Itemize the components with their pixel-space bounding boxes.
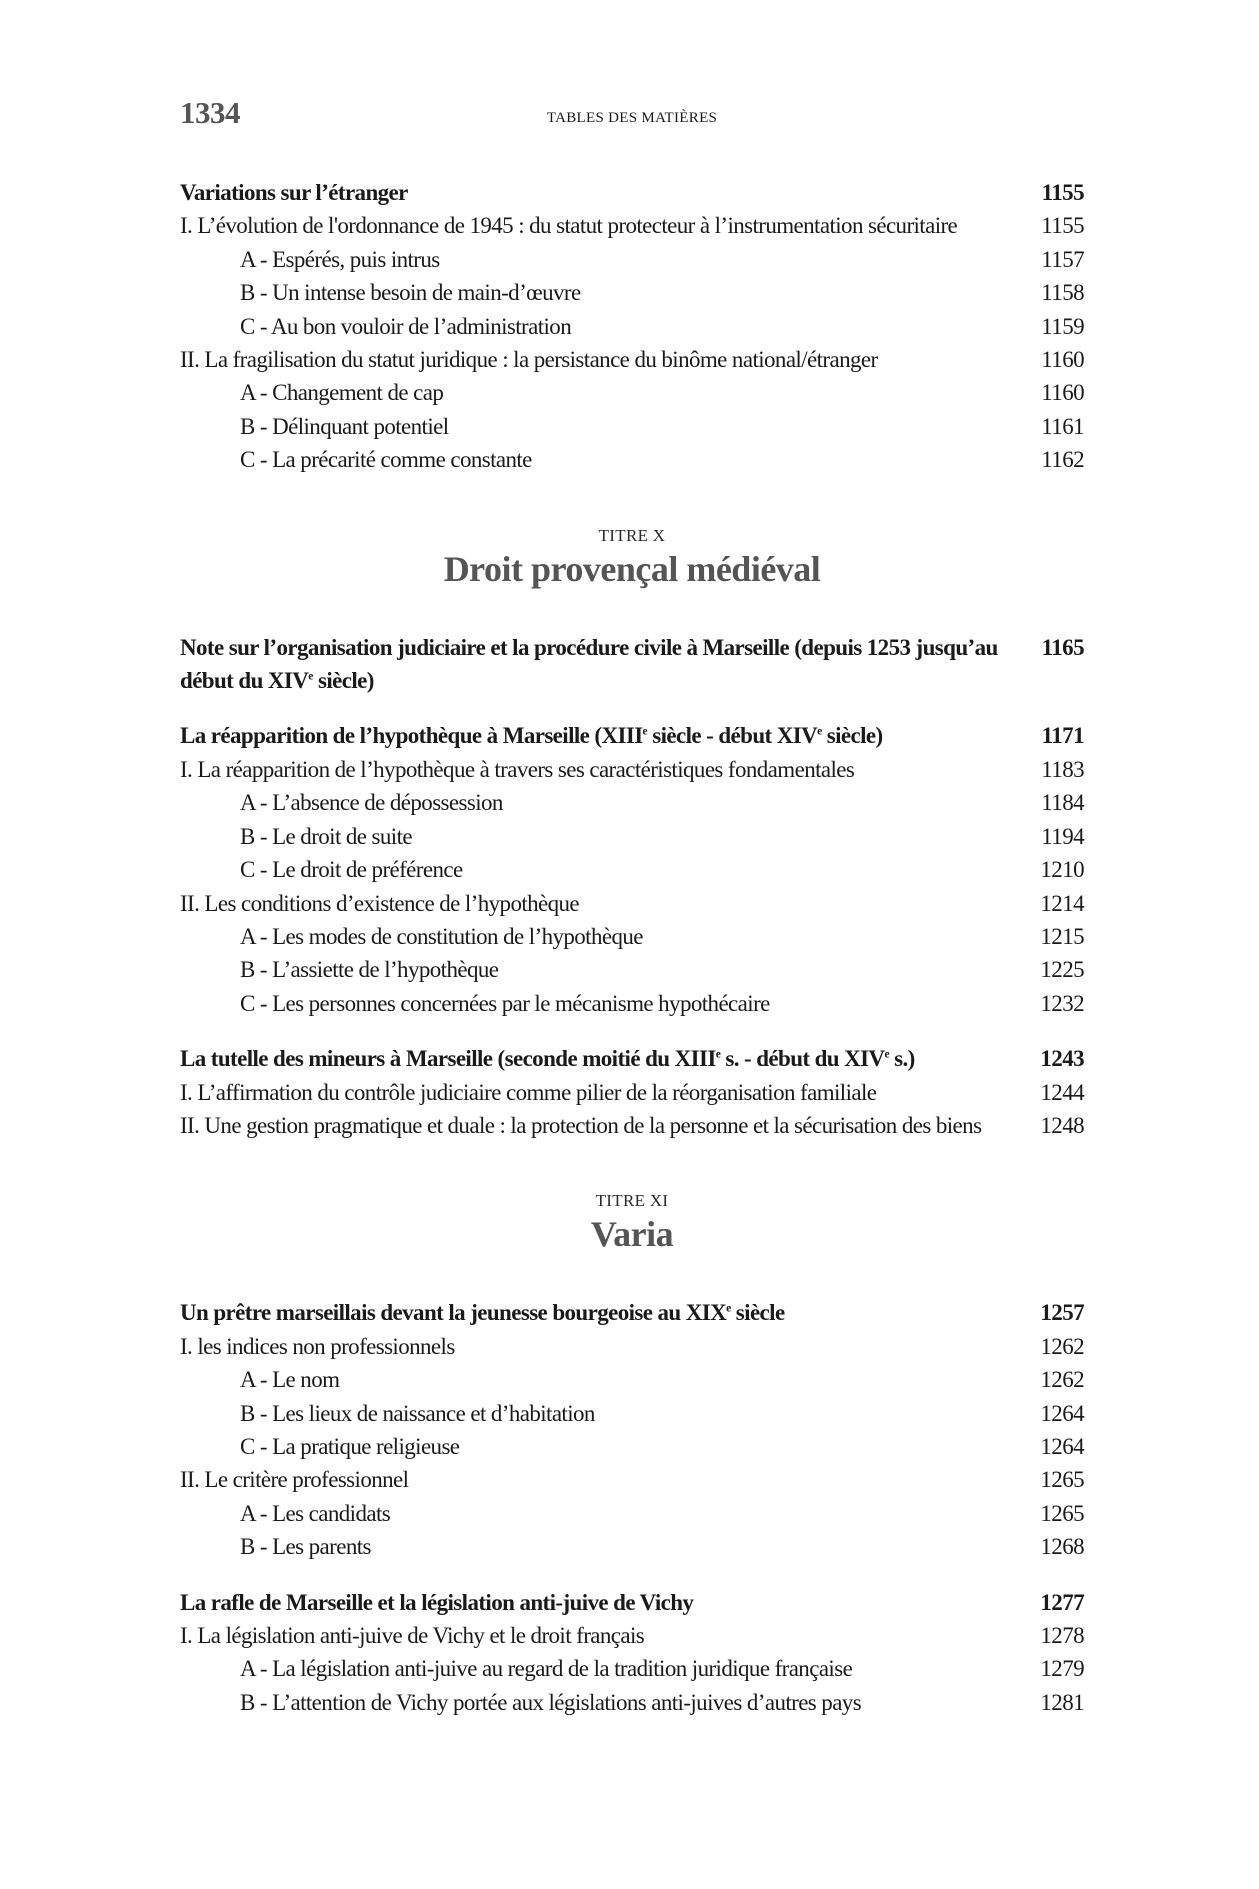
page-header (180, 95, 1084, 135)
running-title: TABLES DES MATIÈRES (546, 110, 718, 126)
toc-page-number: 1262 (1040, 1333, 1084, 1359)
toc-part (180, 343, 1084, 376)
toc-part (180, 1109, 1084, 1142)
toc-entry-title: C - La précarité comme constante (240, 447, 532, 473)
titre-heading (180, 525, 1084, 591)
toc-section (180, 376, 1084, 409)
toc-entry-title: I. les indices non professionnels (180, 1333, 455, 1359)
toc-section (180, 276, 1084, 309)
toc-page-number: 1243 (1040, 1046, 1084, 1072)
toc-page-number: 1232 (1040, 990, 1084, 1016)
toc-page-number: 1225 (1040, 957, 1084, 983)
toc-page-number: 1155 (1041, 213, 1084, 239)
toc-page-number: 1215 (1040, 923, 1084, 949)
toc-page-number: 1210 (1040, 857, 1084, 883)
toc-section (180, 443, 1084, 476)
toc-article (180, 631, 1084, 698)
toc-entry-title: A - L’absence de dépossession (240, 790, 503, 816)
toc-page-number: 1160 (1041, 380, 1084, 406)
toc-section (180, 243, 1084, 276)
toc-entry-title: La réapparition de l’hypothèque à Marseille (XIIIe siècle - début XIVe siècle) (180, 723, 883, 749)
toc-entry-title: B - Les parents (240, 1534, 371, 1560)
toc-article (180, 719, 1084, 752)
toc-section (180, 920, 1084, 953)
toc-entry-title: II. Le critère professionnel (180, 1467, 409, 1493)
toc-page-number: 1183 (1041, 756, 1084, 782)
toc-entry-title: C - La pratique religieuse (240, 1433, 460, 1459)
toc-entry-title: A - Les modes de constitution de l’hypothèque (240, 923, 643, 949)
toc-entry-title: A - Changement de cap (240, 380, 444, 406)
page-number: 1334 (180, 95, 240, 130)
titre-heading (180, 1190, 1084, 1256)
toc-page-number: 1155 (1041, 180, 1084, 205)
toc-page-number: 1158 (1041, 280, 1084, 306)
toc-article (180, 1042, 1084, 1075)
toc-entry-title: La tutelle des mineurs à Marseille (seconde moitié du XIIIe s. - début du XIVe s.) (180, 1046, 915, 1072)
toc-entry-title: B - Délinquant potentiel (240, 413, 449, 439)
toc-section (180, 853, 1084, 886)
titre-label: TITRE XI (595, 1191, 669, 1211)
toc-page-number: 1161 (1041, 413, 1084, 439)
toc-part (180, 1619, 1084, 1652)
toc-entry-title: C - Le droit de préférence (240, 857, 463, 883)
toc-entry-title: B - Les lieux de naissance et d’habitation (240, 1400, 595, 1426)
toc-part (180, 887, 1084, 920)
toc-page-number: 1159 (1041, 313, 1084, 339)
titre-label: TITRE X (598, 525, 666, 545)
toc-entry-title: B - L’assiette de l’hypothèque (240, 957, 499, 983)
toc-page-number: 1281 (1040, 1689, 1084, 1715)
toc-section (180, 1497, 1084, 1530)
toc-entry-title: Variations sur l’étranger (180, 180, 408, 205)
toc-part (180, 1463, 1084, 1496)
toc-entry-title: A - La législation anti-juive au regard de la tradition juridique française (240, 1656, 853, 1682)
toc-part (180, 753, 1084, 786)
toc-entry-title: C - Les personnes concernées par le mécanisme hypothécaire (240, 990, 770, 1016)
toc-entry-title: I. La législation anti-juive de Vichy et le droit français (180, 1623, 645, 1648)
toc-page-number: 1171 (1041, 723, 1084, 749)
toc-entry-title: B - Le droit de suite (240, 823, 412, 849)
toc-section (180, 410, 1084, 443)
toc-page-number: 1277 (1040, 1589, 1084, 1615)
toc-section (180, 1530, 1084, 1563)
toc-part (180, 1076, 1084, 1109)
toc-entry-title: I. La réapparition de l’hypothèque à travers ses caractéristiques fondamentales (180, 756, 855, 782)
toc-entry-title: I. L’affirmation du contrôle judiciaire comme pilier de la réorganisation familiale (180, 1079, 877, 1105)
toc-page-number: 1194 (1041, 823, 1084, 849)
toc-page-number: 1268 (1040, 1534, 1084, 1560)
toc-page-number: 1244 (1040, 1079, 1084, 1105)
toc-page-number: 1265 (1040, 1500, 1084, 1526)
toc-page-number: 1157 (1041, 246, 1084, 272)
toc-page-number: 1279 (1040, 1656, 1084, 1682)
toc-part (180, 1330, 1084, 1363)
toc-entry-title: A - Les candidats (240, 1500, 391, 1526)
toc-page-number: 1248 (1040, 1112, 1084, 1138)
titre-name: Varia (590, 1214, 674, 1255)
toc-page-number: 1214 (1040, 890, 1084, 916)
toc-page-number: 1264 (1040, 1400, 1084, 1426)
toc-page-number: 1184 (1041, 790, 1084, 816)
toc-page-number: 1165 (1041, 634, 1084, 660)
toc-entry-title: B - L’attention de Vichy portée aux législations anti-juives d’autres pays (240, 1689, 862, 1715)
toc-entry-title: II. Les conditions d’existence de l’hypothèque (180, 890, 580, 916)
toc-page-number: 1257 (1040, 1300, 1084, 1326)
toc-section (180, 953, 1084, 986)
toc-entry-title: I. L’évolution de l'ordonnance de 1945 : du statut protecteur à l’instrumentation sécuritaire (180, 213, 958, 239)
toc-page-number: 1262 (1040, 1367, 1084, 1393)
toc-entry-title: B - Un intense besoin de main-d’œuvre (240, 280, 581, 306)
toc-entry-title: Note sur l’organisation judiciaire et la procédure civile à Marseille (depuis 1253 jusqu’au début du XIVe siècle) (180, 634, 998, 694)
toc-section (180, 1397, 1084, 1430)
toc-section (180, 1430, 1084, 1463)
toc-page-number: 1278 (1040, 1623, 1084, 1648)
table-of-contents (180, 176, 1084, 1719)
toc-section (180, 1686, 1084, 1719)
toc-article (180, 176, 1084, 209)
toc-section (180, 1363, 1084, 1396)
toc-page-number: 1162 (1041, 447, 1084, 473)
toc-entry-title: La rafle de Marseille et la législation anti-juive de Vichy (180, 1589, 694, 1615)
toc-entry-title: A - Le nom (240, 1367, 340, 1393)
toc-entry-title: C - Au bon vouloir de l’administration (240, 313, 572, 339)
toc-section (180, 310, 1084, 343)
toc-page-number: 1265 (1040, 1467, 1084, 1493)
toc-section (180, 987, 1084, 1020)
toc-section (180, 1652, 1084, 1685)
titre-name: Droit provençal médiéval (443, 548, 821, 589)
toc-article (180, 1586, 1084, 1619)
toc-section (180, 820, 1084, 853)
toc-entry-title: II. Une gestion pragmatique et duale : la protection de la personne et la sécurisation des biens (180, 1112, 982, 1138)
toc-part (180, 209, 1084, 242)
toc-entry-title: II. La fragilisation du statut juridique : la persistance du binôme national/étranger (180, 347, 878, 373)
toc-section (180, 786, 1084, 819)
toc-entry-title: Un prêtre marseillais devant la jeunesse bourgeoise au XIXe siècle (180, 1300, 785, 1326)
toc-entry-title: A - Espérés, puis intrus (240, 246, 440, 272)
toc-article (180, 1296, 1084, 1329)
toc-page-number: 1160 (1041, 347, 1084, 373)
toc-page-number: 1264 (1040, 1433, 1084, 1459)
